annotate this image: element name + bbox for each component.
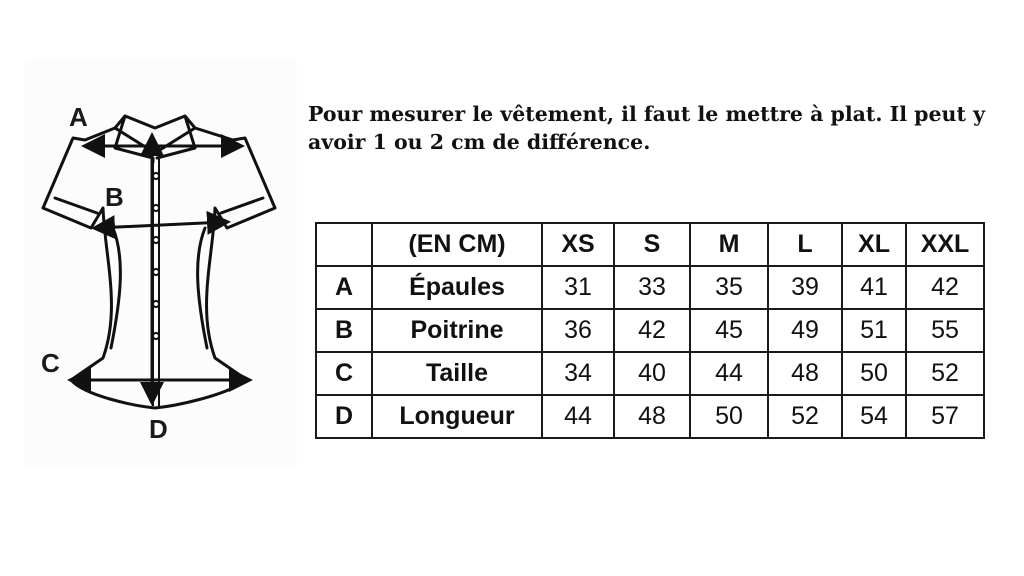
table-cell: 50 xyxy=(690,395,768,438)
size-table xyxy=(315,222,985,439)
table-cell: 40 xyxy=(614,352,690,395)
row-letter: C xyxy=(316,352,372,395)
label-b: B xyxy=(105,182,124,212)
table-cell: 48 xyxy=(614,395,690,438)
table-cell: 54 xyxy=(842,395,906,438)
header-cell: L xyxy=(768,223,842,266)
table-cell: 44 xyxy=(542,395,614,438)
measuring-instructions: Pour mesurer le vêtement, il faut le mettre à plat. Il peut y avoir 1 ou 2 cm de différence. xyxy=(308,102,985,154)
table-cell: 57 xyxy=(906,395,984,438)
table-row xyxy=(316,352,984,395)
header-cell xyxy=(316,223,372,266)
label-a: A xyxy=(69,102,88,132)
header-cell: S xyxy=(614,223,690,266)
table-cell: 51 xyxy=(842,309,906,352)
table-cell: 52 xyxy=(906,352,984,395)
measure-name: Longueur xyxy=(372,395,542,438)
row-letter: B xyxy=(316,309,372,352)
header-cell: XL xyxy=(842,223,906,266)
table-cell: 44 xyxy=(690,352,768,395)
measure-name: Épaules xyxy=(372,266,542,309)
table-cell: 33 xyxy=(614,266,690,309)
table-cell: 55 xyxy=(906,309,984,352)
header-cell: (EN CM) xyxy=(372,223,542,266)
table-cell: 49 xyxy=(768,309,842,352)
label-d: D xyxy=(149,414,168,444)
table-row xyxy=(316,309,984,352)
header-cell: XXL xyxy=(906,223,984,266)
row-letter: D xyxy=(316,395,372,438)
shirt-outline-illustration xyxy=(25,58,297,466)
table-cell: 35 xyxy=(690,266,768,309)
table-cell: 42 xyxy=(906,266,984,309)
header-cell: M xyxy=(690,223,768,266)
row-letter: A xyxy=(316,266,372,309)
table-cell: 36 xyxy=(542,309,614,352)
shirt-diagram xyxy=(25,58,297,466)
header-cell: XS xyxy=(542,223,614,266)
table-row xyxy=(316,395,984,438)
table-header-row xyxy=(316,223,984,266)
table-cell: 31 xyxy=(542,266,614,309)
table-cell: 41 xyxy=(842,266,906,309)
table-cell: 45 xyxy=(690,309,768,352)
table-cell: 52 xyxy=(768,395,842,438)
label-c: C xyxy=(41,348,60,378)
measure-name: Taille xyxy=(372,352,542,395)
table-cell: 34 xyxy=(542,352,614,395)
table-row xyxy=(316,266,984,309)
measure-name: Poitrine xyxy=(372,309,542,352)
table-cell: 42 xyxy=(614,309,690,352)
table-cell: 48 xyxy=(768,352,842,395)
table-cell: 39 xyxy=(768,266,842,309)
table-cell: 50 xyxy=(842,352,906,395)
